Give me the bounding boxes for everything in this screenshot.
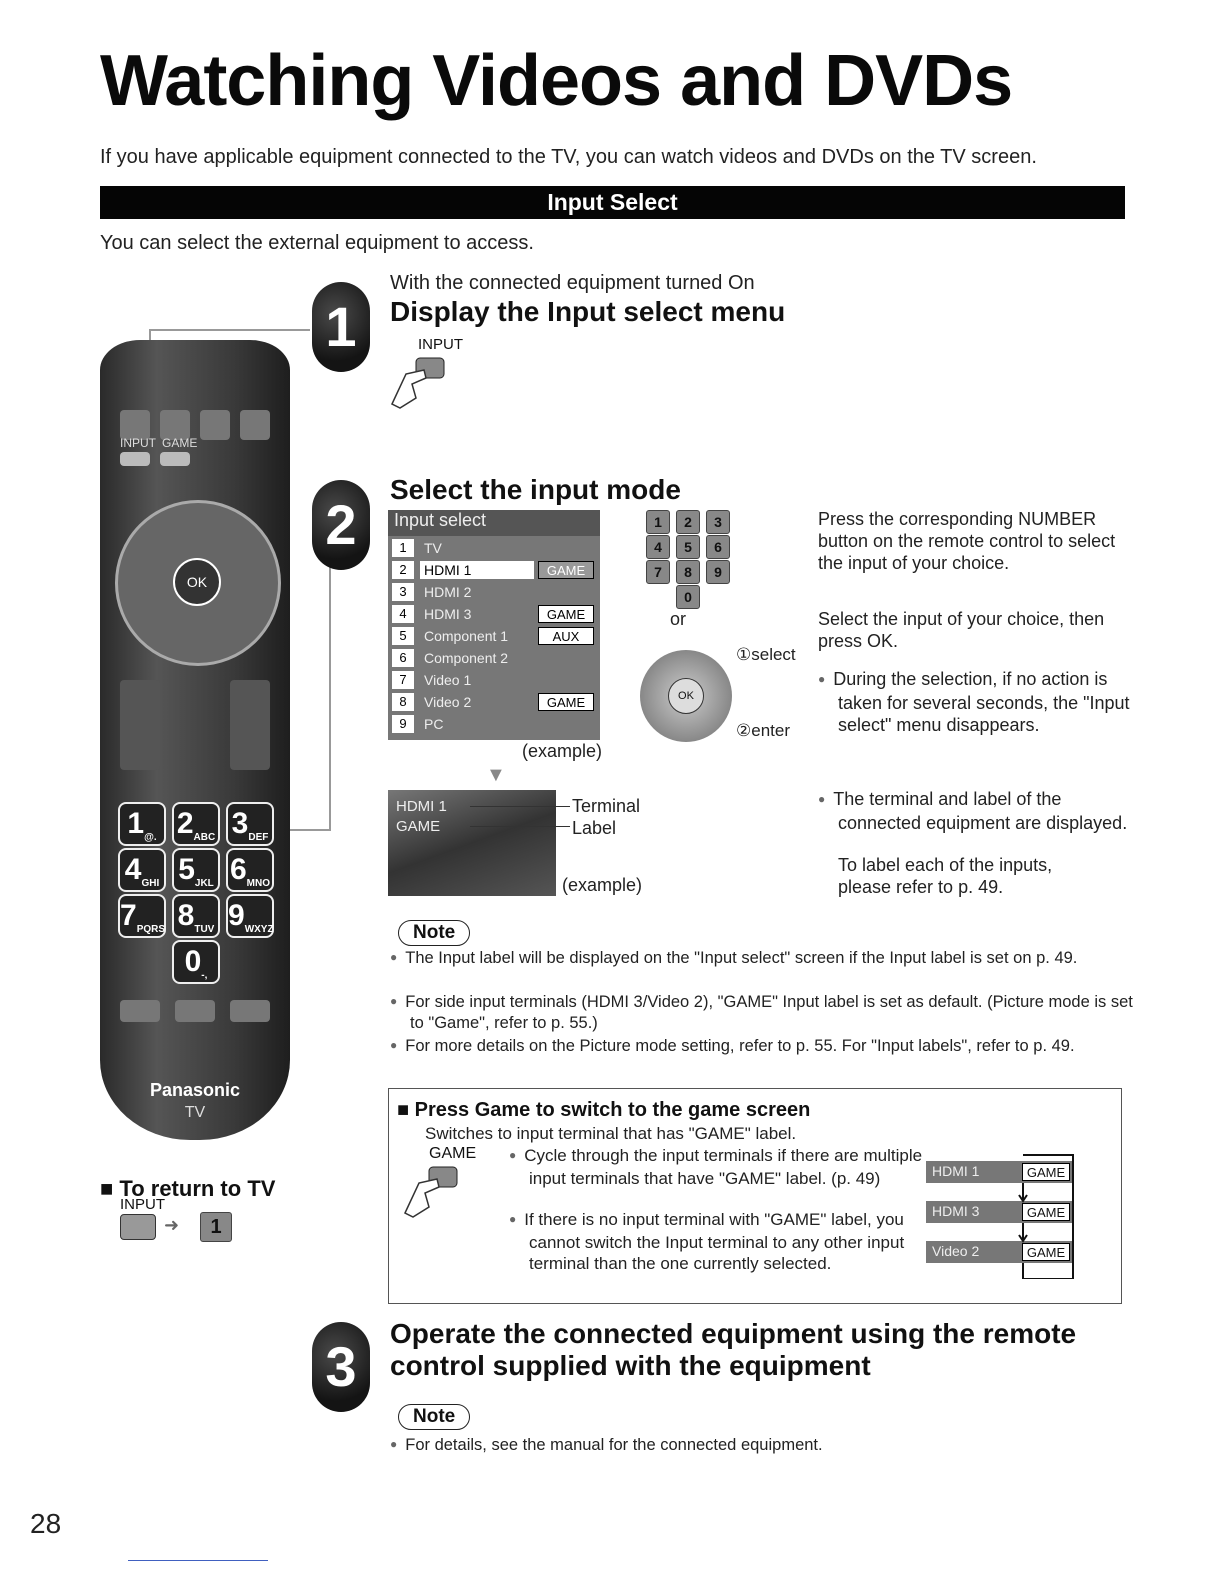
cycle-arrows (999, 1149, 1079, 1279)
remote-key-9: $9_{WXYZ}$ (226, 894, 274, 938)
menu-row-selected: 2 HDMI 1 GAME (390, 560, 598, 580)
menu-caption: (example) (522, 741, 603, 761)
remote-key-0: $0_{-,}$ (172, 940, 220, 984)
game-box-intro: Switches to input terminal that has "GAME" label. (425, 1124, 797, 1143)
game-box-bullet1: ● Cycle through the input terminals if there are multiple input terminals that have "GAME" label. (p. 49) (509, 1145, 939, 1189)
step-1-heading: Display the Input select menu (390, 296, 786, 327)
remote-key (200, 410, 230, 440)
page-number: 28 (30, 1508, 62, 1539)
game-box-bullet2: ● If there is no input terminal with "GAME" label, you cannot switch the Input terminal to any other input terminal than the one currently selected. (509, 1209, 939, 1274)
note-2-label: Note (398, 1404, 470, 1430)
number-key: 0 (676, 585, 700, 609)
cycle-item: HDMI 3 GAME (926, 1201, 1072, 1223)
return-key-1: 1 (200, 1212, 232, 1242)
step-2-bullet2b: To label each of the inputs, please refer to p. 49. (838, 855, 1053, 897)
note-2-item: ● For details, see the manual for the connected equipment. (390, 1434, 823, 1457)
step-2-heading: Select the input mode (390, 474, 681, 505)
game-button-label: GAME (429, 1145, 477, 1162)
page-intro: If you have applicable equipment connected to the TV, you can watch videos and DVDs on the TV screen. (100, 146, 1037, 168)
remote-key-1: $1_{@.}$ (118, 802, 166, 846)
input-select-menu (388, 510, 600, 740)
cycle-item: HDMI 1 GAME (926, 1161, 1072, 1183)
terminal-leader (470, 806, 570, 807)
number-key: 2 (676, 510, 700, 534)
game-box-heading: ■ Press Game to switch to the game screen (397, 1099, 811, 1121)
page-title: Watching Videos and DVDs (100, 41, 1013, 121)
menu-row: 8 Video 2 GAME (390, 692, 598, 712)
screen-caption: (example) (562, 875, 643, 895)
screen-label: GAME (396, 818, 441, 835)
enter-label: ②enter (736, 721, 790, 740)
down-arrow-icon: ▼ (486, 764, 506, 786)
number-key: 5 (676, 535, 700, 559)
remote-key-8: $8_{TUV}$ (172, 894, 220, 938)
footer-line (128, 1560, 268, 1561)
dpad-illustration (640, 650, 732, 742)
menu-row: 6 Component 2 (390, 648, 598, 668)
step-2-bullet2: ● The terminal and label of the connected equipment are displayed. (818, 788, 1128, 834)
note-1-item: ● The Input label will be displayed on the "Input select" screen if the Input label is set on p. 49. (390, 948, 1140, 969)
remote-ok: OK (173, 558, 221, 606)
channel-rocker (230, 680, 270, 770)
ok-button-icon: OK (668, 678, 704, 714)
menu-row: 7 Video 1 (390, 670, 598, 690)
number-key: 9 (706, 560, 730, 584)
remote-key-7: $7_{PQRS}$ (118, 894, 166, 938)
label-caption: Label (572, 818, 617, 838)
terminal-caption: Terminal (572, 796, 641, 816)
menu-row: 1 TV (390, 538, 598, 558)
label-leader (470, 826, 570, 827)
remote-key (230, 1000, 270, 1022)
remote-model: TV (184, 1104, 206, 1121)
section-intro: You can select the external equipment to access. (100, 232, 534, 254)
number-key: 6 (706, 535, 730, 559)
or-label: or (670, 609, 687, 629)
pressing-hand-icon (386, 354, 446, 409)
select-label: ①select (736, 645, 796, 664)
menu-row: 3 HDMI 2 (390, 582, 598, 602)
step-3-heading-line1: Operate the connected equipment using the remote (390, 1318, 1077, 1349)
note-1-label: Note (398, 920, 470, 946)
remote-game-label: GAME (162, 436, 198, 450)
remote-key-5: $5_{JKL}$ (172, 848, 220, 892)
number-key: 8 (676, 560, 700, 584)
cycle-item: Video 2 GAME (926, 1241, 1072, 1263)
remote-dpad (115, 500, 281, 666)
step-1-badge: 1 (312, 282, 370, 372)
number-key: 3 (706, 510, 730, 534)
step-1-pre: With the connected equipment turned On (390, 272, 755, 294)
step-3-heading-line2: control supplied with the equipment (390, 1350, 871, 1381)
step-2-bullet1: ● During the selection, if no action is taken for several seconds, the "Input select" menu disappears. (818, 668, 1138, 736)
step-1-button-label: INPUT (418, 336, 463, 353)
game-key (160, 452, 190, 466)
remote-brand: Panasonic (149, 1080, 241, 1100)
remote-key-6: $6_{MNO}$ (226, 848, 274, 892)
remote-key (120, 1000, 160, 1022)
remote-key-2: $2_{ABC}$ (172, 802, 220, 846)
number-key: 4 (646, 535, 670, 559)
step-2-desc2: Select the input of your choice, then press OK. (818, 609, 1105, 651)
input-key (120, 452, 150, 466)
number-key: 1 (646, 510, 670, 534)
number-key: 7 (646, 560, 670, 584)
menu-row: 5 Component 1 AUX (390, 626, 598, 646)
arrow-icon: ➜ (164, 1215, 180, 1235)
note-1-item: ● For more details on the Picture mode setting, refer to p. 55. For "Input labels", refer to p. 49. (390, 1036, 1140, 1057)
menu-row: 9 PC (390, 714, 598, 734)
menu-title: Input select (388, 510, 600, 536)
remote-key (175, 1000, 215, 1022)
note-1-item: ● For side input terminals (HDMI 3/Video 2), "GAME" Input label is set as default. (Picture mode is set to "Game", refer to p. 55.) (390, 992, 1140, 1033)
volume-rocker (120, 680, 160, 770)
screen-terminal: HDMI 1 (396, 798, 447, 815)
remote-key (240, 410, 270, 440)
remote-input-label: INPUT (120, 436, 156, 450)
remote-key-4: $4_{GHI}$ (118, 848, 166, 892)
return-heading: ■ To return to TV (100, 1176, 276, 1201)
step-2-badge: 2 (312, 480, 370, 570)
remote-control (100, 340, 290, 1140)
game-box (388, 1088, 1122, 1304)
step-2-desc1: Press the corresponding NUMBER button on the remote control to select the input of your choice. (818, 509, 1116, 573)
remote-key-3: $3_{DEF}$ (226, 802, 274, 846)
input-key-icon (120, 1214, 156, 1240)
return-input-label: INPUT (120, 1196, 165, 1213)
pressing-hand-icon (399, 1163, 459, 1218)
menu-row: 4 HDMI 3 GAME (390, 604, 598, 624)
step-3-badge: 3 (312, 1322, 370, 1412)
section-bar: Input Select (100, 186, 1125, 219)
